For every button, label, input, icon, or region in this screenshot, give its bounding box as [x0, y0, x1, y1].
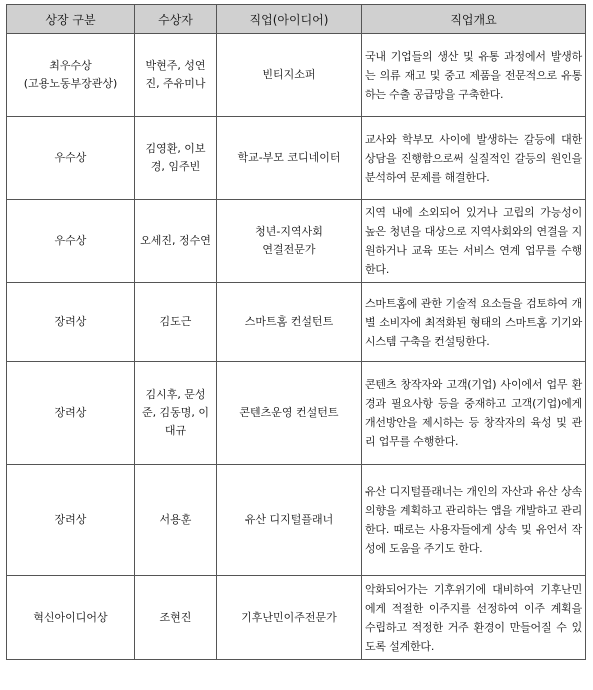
table-row [7, 34, 586, 117]
winners-cell: 김시후, 문성 준, 김동명, 이 대규 [135, 362, 217, 465]
award-cell: 장려상 [7, 362, 135, 465]
job-cell: 학교-부모 코디네이터 [217, 117, 362, 200]
table-row [7, 465, 586, 576]
award-cell: 우수상 [7, 117, 135, 200]
table-header [7, 5, 586, 34]
header-award-category: 상장 구분 [7, 5, 135, 34]
table-row [7, 362, 586, 465]
job-cell: 청년-지역사회 연결전문가 [217, 200, 362, 283]
winners-cell: 박현주, 성연 진, 주유미나 [135, 34, 217, 117]
overview-cell: 국내 기업들의 생산 및 유통 과정에서 발생하는 의류 재고 및 중고 제품을 전문적으로 유통하는 수출 공급망을 구축한다. [362, 34, 586, 117]
winners-cell: 오세진, 정수연 [135, 200, 217, 283]
job-cell: 빈티지소퍼 [217, 34, 362, 117]
job-cell: 스마트홈 컨설턴트 [217, 283, 362, 362]
header-winners: 수상자 [135, 5, 217, 34]
overview-cell: 지역 내에 소외되어 있거나 고립의 가능성이 높은 청년을 대상으로 지역사회와의 연결을 지원하거나 교육 또는 서비스 연계 업무를 수행한다. [362, 200, 586, 283]
overview-cell: 스마트홈에 관한 기술적 요소들을 검토하여 개별 소비자에 최적화된 형태의 스마트홈 기기와 시스템 구축을 컨설팅한다. [362, 283, 586, 362]
table-row [7, 200, 586, 283]
award-cell: 최우수상 (고용노동부장관상) [7, 34, 135, 117]
award-cell: 혁신아이디어상 [7, 576, 135, 660]
award-cell: 장려상 [7, 283, 135, 362]
awards-table [6, 4, 586, 660]
table-row [7, 117, 586, 200]
header-job-overview: 직업개요 [362, 5, 586, 34]
job-cell: 유산 디지털플래너 [217, 465, 362, 576]
award-cell: 장려상 [7, 465, 135, 576]
table-row [7, 576, 586, 660]
award-cell: 우수상 [7, 200, 135, 283]
job-cell: 기후난민이주전문가 [217, 576, 362, 660]
overview-cell: 유산 디지털플래너는 개인의 자산과 유산 상속의향을 계획하고 관리하는 앱을 개발하고 관리한다. 때로는 사용자들에게 상속 및 유언서 작성에 도움을 주기도 한다. [362, 465, 586, 576]
winners-cell: 김영환, 이보 경, 임주빈 [135, 117, 217, 200]
header-row [7, 5, 586, 34]
job-cell: 콘텐츠운영 컨설턴트 [217, 362, 362, 465]
overview-cell: 교사와 학부모 사이에 발생하는 갈등에 대한 상담을 진행함으로써 실질적인 갈등의 원인을 분석하여 문제를 해결한다. [362, 117, 586, 200]
table-body [7, 34, 586, 660]
header-job-idea: 직업(아이디어) [217, 5, 362, 34]
winners-cell: 김도근 [135, 283, 217, 362]
winners-cell: 서용훈 [135, 465, 217, 576]
winners-cell: 조현진 [135, 576, 217, 660]
overview-cell: 콘텐츠 창작자와 고객(기업) 사이에서 업무 환경과 필요사항 등을 중재하고 고객(기업)에게 개선방안을 제시하는 등 창작자의 육성 및 관리 업무를 수행한다. [362, 362, 586, 465]
overview-cell: 악화되어가는 기후위기에 대비하여 기후난민에게 적절한 이주지를 선정하여 이주 계획을 수립하고 적정한 거주 환경이 만들어질 수 있도록 설계한다. [362, 576, 586, 660]
table-row [7, 283, 586, 362]
